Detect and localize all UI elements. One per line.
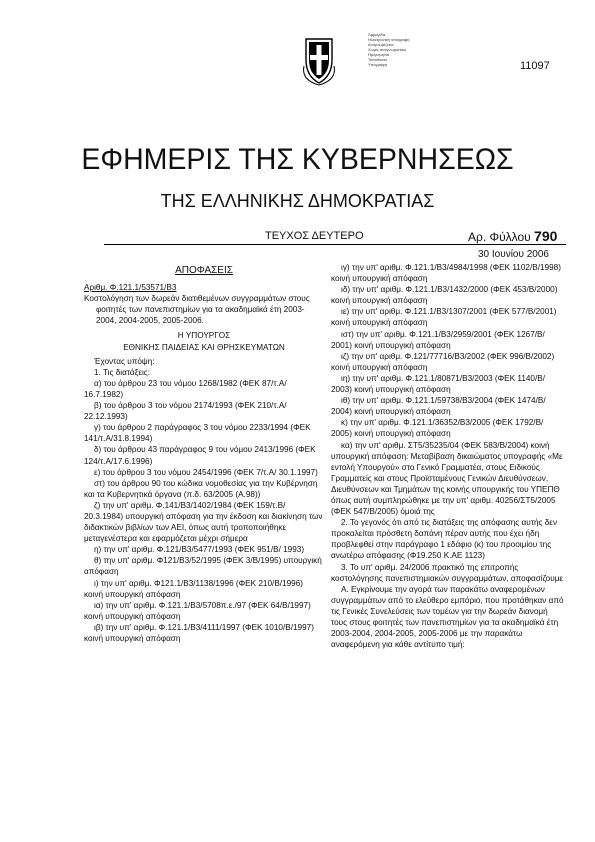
coat-of-arms-emblem [301,36,337,86]
preamble-item: ιδ) την υπ' αριθμ. Φ.121.1/Β3/1432/2000 (ΦΕΚ 453/Β/2000) κοινή υπουργική απόφαση [331,285,558,306]
preamble-item: 2. Το γεγονός ότι από τις διατάξεις της απόφασης αυτής δεν προκαλείται πρόσθετη δαπάνη πέραν αυτής που έχει ήδη προβλεφθεί στην παράγραφο 1 εδάφιο (κ) του προοιμίου της ανωτέρω απόφασης (Φ19.250 Κ.ΑΕ 1123) [331,518,558,561]
preamble-item: ιβ) την υπ' αριθμ. Φ.121.1/Β3/4111/1997 (ΦΕΚ 1010/Β/1997) κοινή υπουργική απόφαση [84,622,314,643]
preamble-item: 1. Τις διατάξεις: [94,367,151,377]
preamble-item: ια) την υπ' αριθμ. Φ.121.1/Β3/5708π.ε./97 (ΦΕΚ 64/Β/1997) κοινή υπουργική απόφαση [84,600,311,621]
preamble-item: γ) του άρθρου 2 παράγραφος 3 του νόμου 2233/1994 (ΦΕΚ 141/τ.Α/31.8.1994) [84,423,311,444]
stamp-line: Σφραγίδα [368,32,386,37]
gazette-title: ΕΦΗΜΕΡΙΣ ΤΗΣ ΚΥΒΕΡΝΗΣΕΩΣ [81,143,514,176]
preamble-item: β) του άρθρου 3 του νόμου 2174/1993 (ΦΕΚ 210/τ.Α/ 22.12.1993) [84,401,287,422]
issue-date: 30 Ιουνίου 2006 [478,249,549,260]
gazette-subtitle: ΤΗΣ ΕΛΛΗΝΙΚΗΣ ΔΗΜΟΚΡΑΤΙΑΣ [160,191,435,211]
issue-label: ΤΕΥΧΟΣ ΔΕΥΤΕΡΟ [265,230,364,242]
header-divider [104,244,566,245]
decision-paragraph: Α. Εγκρίνουμε την αγορά των παρακάτω αναφερομένων συγγραμμάτων από το ελεύθερο εμπόριο, που προτάθηκαν από τις Γενικές Συνελεύσεις των τομέων για την δωρεάν διανομή τους στους φοιτητές των πανεπιστημίων για τα ακαδημαϊκά έτη 2003-2004, 2004-2005, 2005-2006 με την παρακάτω αναφερόμενη για κάθε αντίτυπο τιμή: [331,584,564,650]
preamble-item: η) την υπ' αριθμ. Φ.121/Β3/5477/1993 (ΦΕΚ 951/Β/ 1993) [94,545,305,555]
preamble-item: ιη) την υπ' αριθμ. Φ.121.1/80871/Β3/2003 (ΦΕΚ 1140/Β/ 2003) κοινή υπουργική απόφαση [331,373,545,395]
preamble-item: δ) του άρθρου 43 παράγραφος 9 του νόμου 2413/1996 (ΦΕΚ 124/τ.Α/17.6.1996) [84,445,316,466]
preamble: Έχοντας υπόψη: [94,356,155,366]
decision-reference: Αριθμ. Φ.121.1/53571/Β3 [84,283,177,293]
preamble-item: ιε) την υπ' αριθμ. Φ.121.1/Β3/1307/2001 (ΦΕΚ 577/Β/2001) κοινή υπουργική απόφαση [331,307,557,328]
preamble-item: κ) την υπ' αριθμ. Φ.121.1/36352/Β3/2005 (ΦΕΚ 1792/Β/ 2005) κοινή υπουργική απόφαση [331,418,544,439]
decision-subject: Κοστολόγηση των δωρεάν διατιθεμένων συγγραμμάτων στους φοιτητές των πανεπιστημίων για τα ακαδημαϊκά έτη 2003-2004, 2004-2005, 2005-2006. [84,294,310,326]
sheet-value: 790 [534,228,558,244]
preamble-item: α) του άρθρου 23 του νόμου 1268/1982 (ΦΕΚ 87/τ.Α/ 16.7.1982) [84,378,287,399]
stamp-line: Χωρίς αναγνωριστικό [368,47,407,52]
preamble-item: ε) του άρθρου 3 του νόμου 2454/1996 (ΦΕΚ 7/τ.Α/ 30.1.1997) [94,467,318,477]
preamble-item: ιγ) την υπ' αριθμ. Φ.121.1/Β3/4984/1998 (ΦΕΚ 1102/Β/1998) κοινή υπουργική απόφαση [331,263,561,284]
digital-signature-stamp [368,32,450,67]
preamble-item: 3. Το υπ' αριθμ. 24/2006 πρακτικό της επιτροπής κοστολόγησης πανεπιστημιακών συγγραμμάτων, αποφασίζουμε [331,562,564,583]
sheet-number [468,228,557,244]
preamble-item: ζ) την υπ' αριθμ. Φ.141/Β3/1402/1984 (ΦΕΚ 159/τ.Β/ 20.3.1984) υπουργική απόφαση για την έκδοση και διακίνηση των διδακτικών βιβλίων των ΑΕΙ, όπως αυτή τροποποιήθηκε μεταγενέστερα και εφαρμόζεται μέχρι σήμερα [84,500,323,544]
preamble-item: ιζ) την υπ' αριθμ. Φ.121/77716/Β3/2002 (ΦΕΚ 996/Β/2002) κοινή υπουργική απόφαση [331,351,555,372]
left-column [84,265,324,644]
stamp-line: Ηλεκτρονική υπογραφή [368,37,410,42]
right-column [331,262,565,650]
minister-title: Η ΥΠΟΥΡΓΟΣ [177,331,231,341]
ministry-name: ΕΘΝΙΚΗΣ ΠΑΙΔΕΙΑΣ ΚΑΙ ΘΡΗΣΚΕΥΜΑΤΩΝ [123,342,285,352]
page-number: 11097 [520,60,550,72]
stamp-line: Αναγνωρίζεται [368,42,394,47]
stamp-line: Ημερομηνία [368,52,390,57]
stamp-line: Τοποθεσία [368,57,387,62]
preamble-item: ι) την υπ' αριθμ. Φ121.1/Β3/1138/1996 (ΦΕΚ 210/Β/1996) κοινή υπουργική απόφαση [84,578,303,599]
preamble-item: ιστ) την υπ' αριθμ. Φ.121.1/Β3/2959/2001 (ΦΕΚ 1267/Β/ 2001) κοινή υπουργική απόφαση [331,329,545,350]
stamp-line: Υπογραφή [368,62,388,67]
sheet-label: Αρ. Φύλλου [468,230,531,244]
preamble-item: κα) την υπ' αριθμ. ΣΤ5/35235/04 (ΦΕΚ 583/Β/2004) κοινή υπουργική απόφαση: Μεταβίβαση δικαιώματος υπογραφής «Με εντολή Υπουργού» στο Γενικό Γραμματέα, στους Ειδικούς Γραμματείς και στους Προϊσταμένους Γενικών Διευθύνσεων, Διευθύνσεων και Τμημάτων της κοινής υπουργικής του ΥΠΕΠΘ όπως αυτή συμπληρώθηκε με την υπ' αριθμ. 40256/ΣΤ5/2005 (ΦΕΚ 547/Β/2005) όμοιά της [331,440,563,517]
section-heading: ΑΠΟΦΑΣΕΙΣ [175,265,233,276]
preamble-item: ιθ) την υπ' αριθμ. Φ.121.1/59738/Β3/2004 (ΦΕΚ 1474/Β/ 2004) κοινή υπουργική απόφαση [331,396,546,417]
preamble-item: στ) του άρθρου 90 του κώδικα νομοθεσίας για την Κυβέρνηση και τα Κυβερνητικά όργανα (π.δ. 63/2005 (Α.98)) [84,478,318,499]
preamble-item: θ) την υπ' αριθμ. Φ121/Β3/52/1995 (ΦΕΚ 3/Β/1995) υπουργική απόφαση [84,556,322,577]
